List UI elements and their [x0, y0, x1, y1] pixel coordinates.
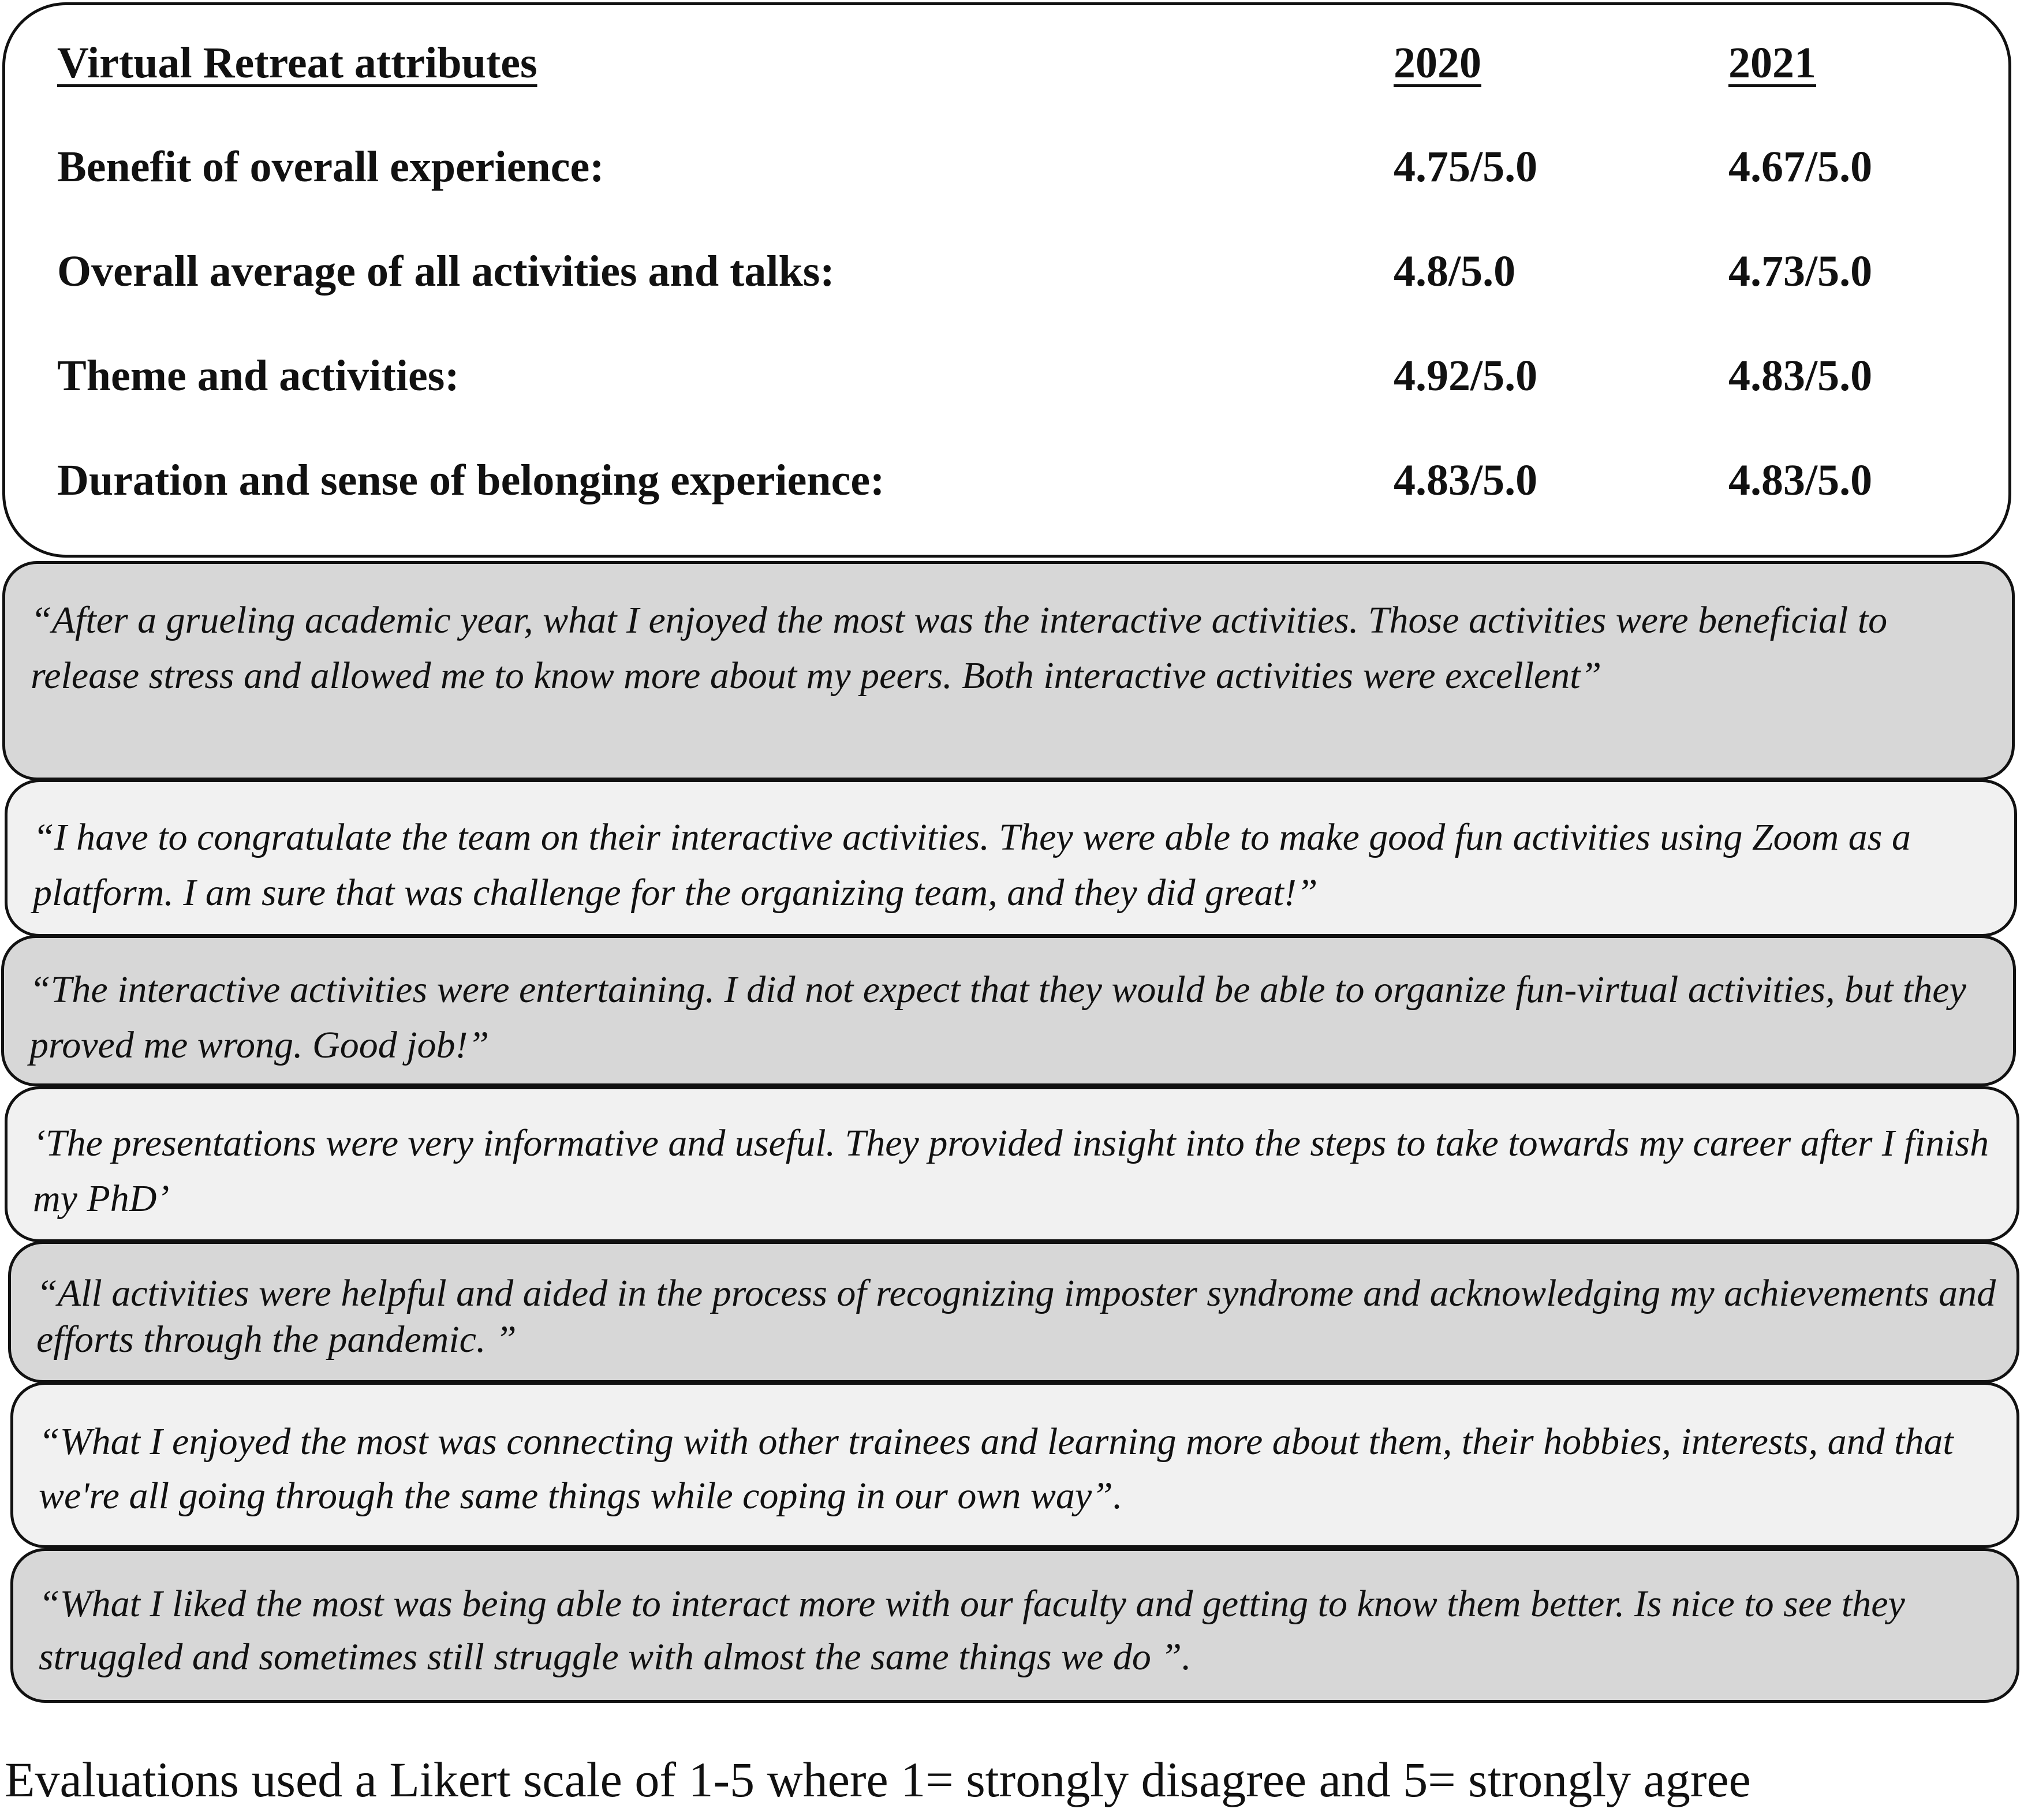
- score-2020: 4.8/5.0: [1394, 247, 1516, 296]
- score-2020: 4.83/5.0: [1394, 456, 1538, 504]
- quote-text: “After a grueling academic year, what I enjoyed the most was the interactive activities. Those activities were beneficial to release stress and allowed me to know more about my peers. Both interactive activities were excellent”: [31, 599, 1888, 697]
- table-header-2020: 2020: [1394, 39, 1481, 87]
- testimonial-quote: [5, 1086, 2019, 1242]
- retreat-attributes-table: [2, 2, 2011, 558]
- table-header-label: Virtual Retreat attributes: [57, 39, 537, 87]
- table-header-2021: 2021: [1728, 39, 1816, 87]
- attribute-label: Theme and activities:: [57, 352, 460, 400]
- quote-text: “All activities were helpful and aided in the process of recognizing imposter syndrome and acknowledging my achievements and efforts through the pandemic. ”: [36, 1272, 1996, 1361]
- score-2020: 4.92/5.0: [1394, 352, 1538, 400]
- testimonial-quote: [10, 1382, 2019, 1548]
- attribute-label: Benefit of overall experience:: [57, 143, 604, 191]
- quote-text: ‘The presentations were very informative and useful. They provided insight into the steps to take towards my career after I finish my PhD’: [33, 1122, 1989, 1220]
- score-2021: 4.67/5.0: [1728, 143, 1873, 191]
- testimonial-quote: [10, 1548, 2019, 1703]
- quote-text: “I have to congratulate the team on their interactive activities. They were able to make good fun activities using Zoom as a platform. I am sure that was challenge for the organizing team, and they did great!”: [33, 816, 1911, 914]
- attribute-label: Overall average of all activities and talks:: [57, 247, 835, 296]
- testimonial-quote: [2, 561, 2015, 780]
- testimonial-quote: [1, 935, 2016, 1086]
- likert-scale-footnote: Evaluations used a Likert scale of 1-5 where 1= strongly disagree and 5= strongly agree: [5, 1752, 1751, 1807]
- quote-text: “What I enjoyed the most was connecting with other trainees and learning more about them, their hobbies, interests, and that we're all going through the same things while coping in our own way”.: [39, 1421, 1954, 1517]
- score-2021: 4.83/5.0: [1728, 456, 1873, 504]
- score-2021: 4.73/5.0: [1728, 247, 1873, 296]
- quote-text: “What I liked the most was being able to interact more with our faculty and getting to know them better. Is nice to see they struggled and sometimes still struggle with almost the same things we do ”.: [39, 1583, 1905, 1678]
- score-2020: 4.75/5.0: [1394, 143, 1538, 191]
- testimonial-quote: [8, 1241, 2019, 1383]
- testimonial-quote: [5, 779, 2017, 937]
- quote-text: “The interactive activities were entertaining. I did not expect that they would be able to organize fun-virtual activities, but they proved me wrong. Good job!”: [29, 969, 1966, 1066]
- attribute-label: Duration and sense of belonging experience:: [57, 456, 885, 504]
- score-2021: 4.83/5.0: [1728, 352, 1873, 400]
